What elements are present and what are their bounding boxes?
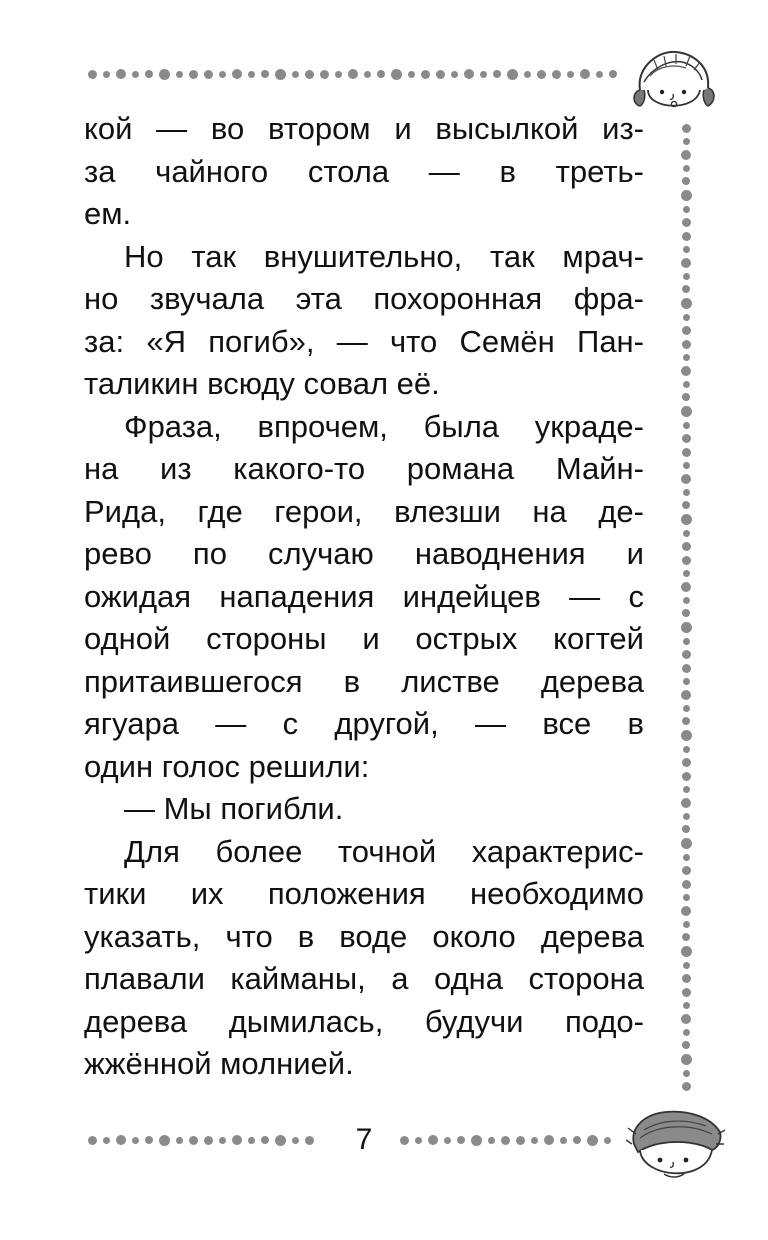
border-dot: [683, 314, 690, 321]
border-dot: [305, 1136, 314, 1145]
border-dot: [103, 71, 110, 78]
text-line: тики их положения необходимо: [84, 876, 644, 911]
border-dot: [682, 1041, 690, 1049]
text-line: один голос решили:: [84, 748, 370, 784]
border-dot: [88, 70, 97, 79]
bottom-dotted-border-right: [400, 1130, 618, 1150]
text-line: таликин всюду совал её.: [84, 366, 440, 401]
border-dot: [480, 71, 487, 78]
border-dot: [683, 854, 690, 861]
border-dot: [305, 70, 314, 79]
border-dot: [292, 1137, 299, 1144]
border-dot: [103, 1137, 110, 1144]
boy-face-icon: [626, 1104, 726, 1190]
border-dot: [681, 190, 692, 201]
border-dot: [176, 1137, 183, 1144]
border-dot: [219, 71, 226, 78]
border-dot: [451, 71, 458, 78]
border-dot: [681, 730, 692, 741]
text-line: ем.: [84, 196, 132, 231]
border-dot: [682, 717, 690, 725]
text-line: Но так внушительно, так мрач-: [124, 238, 644, 274]
border-dot: [682, 326, 691, 335]
border-dot: [682, 650, 691, 659]
border-dot: [580, 69, 590, 79]
border-dot: [683, 1070, 690, 1077]
border-dot: [682, 542, 691, 551]
border-dot: [219, 1137, 226, 1144]
border-dot: [501, 1136, 510, 1145]
border-dot: [683, 206, 690, 213]
border-dot: [488, 1137, 495, 1144]
border-dot: [436, 70, 445, 79]
border-dot: [682, 285, 690, 293]
border-dot: [682, 232, 691, 241]
border-dot: [681, 298, 692, 309]
border-dot: [408, 71, 415, 78]
border-dot: [683, 422, 690, 429]
border-dot: [683, 530, 690, 537]
border-dot: [683, 138, 690, 145]
body-text: [84, 108, 644, 1086]
border-dot: [400, 1136, 409, 1145]
text-line: ягуара — с другой, — все в: [84, 706, 644, 741]
border-dot: [132, 1137, 139, 1144]
border-dot: [471, 1135, 482, 1146]
border-dot: [377, 70, 385, 78]
border-dot: [116, 69, 126, 79]
border-dot: [682, 609, 690, 617]
border-dot: [567, 71, 574, 78]
border-dot: [683, 746, 690, 753]
border-dot: [683, 381, 690, 388]
border-dot: [682, 124, 691, 133]
border-dot: [261, 70, 269, 78]
border-dot: [145, 1136, 153, 1144]
border-dot: [683, 273, 690, 280]
border-dot: [88, 1136, 97, 1145]
border-dot: [444, 1137, 451, 1144]
border-dot: [248, 71, 255, 78]
border-dot: [682, 988, 691, 997]
text-line: но звучала эта похоронная фра-: [84, 281, 644, 316]
border-dot: [609, 70, 617, 78]
border-dot: [176, 71, 183, 78]
text-line: Рида, где герои, влезши на де-: [84, 493, 644, 529]
border-dot: [681, 1014, 691, 1024]
border-dot: [335, 71, 342, 78]
text-line: ожидая нападения индейцев — с: [84, 578, 644, 614]
border-dot: [683, 894, 690, 901]
border-dot: [516, 1136, 525, 1145]
border-dot: [573, 1136, 581, 1144]
page-number: 7: [355, 1123, 373, 1156]
border-dot: [683, 705, 690, 712]
border-dot: [507, 69, 518, 80]
border-dot: [132, 71, 139, 78]
border-dot: [683, 1002, 690, 1009]
border-dot: [683, 813, 690, 820]
border-dot: [681, 946, 692, 957]
border-dot: [348, 69, 358, 79]
border-dot: [681, 906, 691, 916]
border-dot: [204, 1136, 213, 1145]
border-dot: [275, 1135, 286, 1146]
border-dot: [682, 393, 690, 401]
border-dot: [683, 570, 690, 577]
border-dot: [682, 340, 691, 349]
border-dot: [683, 1029, 690, 1036]
border-dot: [683, 489, 690, 496]
border-dot: [682, 933, 690, 941]
right-dotted-border: [676, 124, 696, 1084]
bottom-dotted-border-left: [88, 1130, 328, 1150]
border-dot: [544, 1135, 554, 1145]
border-dot: [232, 69, 242, 79]
border-dot: [681, 838, 692, 849]
border-dot: [681, 690, 691, 700]
border-dot: [681, 798, 691, 808]
border-dot: [682, 880, 691, 889]
border-dot: [292, 71, 299, 78]
border-dot: [683, 462, 690, 469]
text-line: одной стороны и острых когтей: [84, 621, 644, 656]
border-dot: [682, 825, 690, 833]
border-dot: [682, 218, 691, 227]
border-dot: [261, 1136, 269, 1144]
border-dot: [682, 664, 691, 673]
border-dot: [415, 1137, 422, 1144]
border-dot: [682, 1082, 691, 1091]
border-dot: [204, 70, 213, 79]
border-dot: [232, 1135, 242, 1145]
border-dot: [681, 622, 692, 633]
border-dot: [681, 366, 691, 376]
text-line: за чайного стола — в треть-: [84, 153, 644, 189]
border-dot: [531, 1137, 538, 1144]
border-dot: [604, 1137, 611, 1144]
text-line: Для более точной характерис-: [124, 833, 644, 869]
border-dot: [683, 921, 690, 928]
text-line: рево по случаю наводнения и: [84, 536, 644, 571]
border-dot: [682, 434, 691, 443]
border-dot: [682, 501, 690, 509]
border-dot: [682, 758, 691, 767]
border-dot: [683, 638, 690, 645]
border-dot: [275, 69, 286, 80]
text-line: дерева дымилась, будучи подо-: [84, 1003, 644, 1039]
text-line: указать, что в воде около дерева: [84, 918, 644, 954]
border-dot: [428, 1135, 438, 1145]
border-dot: [116, 1135, 126, 1145]
border-dot: [683, 597, 690, 604]
text-line: на из какого-то романа Майн-: [84, 451, 644, 486]
border-dot: [159, 1135, 170, 1146]
border-dot: [596, 71, 603, 78]
border-dot: [682, 556, 691, 565]
border-dot: [683, 354, 690, 361]
border-dot: [681, 258, 691, 268]
border-dot: [493, 70, 501, 78]
border-dot: [421, 70, 430, 79]
border-dot: [560, 1137, 567, 1144]
border-dot: [681, 474, 691, 484]
border-dot: [391, 69, 402, 80]
text-line: притаившегося в листве дерева: [84, 663, 644, 699]
border-dot: [682, 974, 691, 983]
border-dot: [683, 786, 690, 793]
top-dotted-border: [88, 64, 636, 84]
border-dot: [681, 582, 691, 592]
border-dot: [145, 70, 153, 78]
border-dot: [681, 150, 691, 160]
border-dot: [457, 1136, 465, 1144]
text-line: — Мы погибли.: [124, 791, 344, 826]
text-line: кой — во втором и высылкой из-: [84, 111, 644, 146]
border-dot: [682, 866, 691, 875]
border-dot: [248, 1137, 255, 1144]
border-dot: [537, 70, 546, 79]
border-dot: [159, 69, 170, 80]
text-line: плавали кайманы, а одна сторона: [84, 961, 644, 996]
border-dot: [681, 514, 692, 525]
border-dot: [683, 246, 690, 253]
border-dot: [682, 772, 691, 781]
border-dot: [681, 1054, 692, 1065]
border-dot: [587, 1135, 598, 1146]
text-line: за: «Я погиб», — что Семён Пан-: [84, 323, 644, 359]
border-dot: [524, 71, 531, 78]
border-dot: [682, 177, 690, 185]
border-dot: [682, 448, 691, 457]
border-dot: [552, 70, 561, 79]
border-dot: [364, 71, 371, 78]
border-dot: [681, 406, 692, 417]
border-dot: [683, 678, 690, 685]
border-dot: [189, 70, 198, 79]
border-dot: [683, 165, 690, 172]
border-dot: [189, 1136, 198, 1145]
text-line: жжённой молнией.: [84, 1046, 354, 1081]
text-line: Фраза, впрочем, была украде-: [124, 408, 644, 444]
border-dot: [464, 69, 474, 79]
border-dot: [320, 70, 329, 79]
border-dot: [683, 962, 690, 969]
